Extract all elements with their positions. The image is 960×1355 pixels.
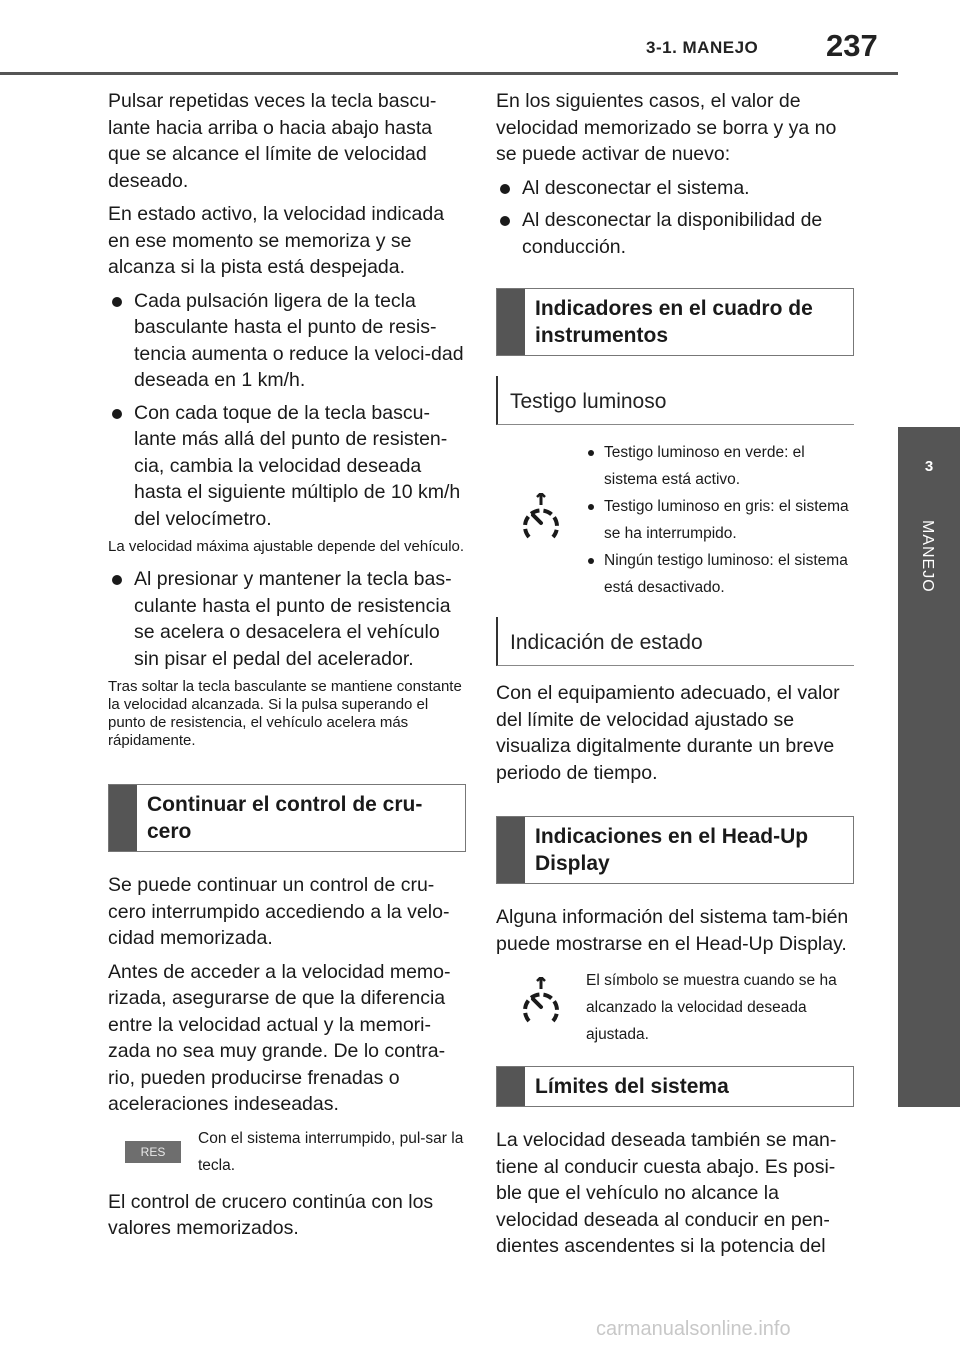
section-heading-box [496, 1066, 854, 1107]
speedometer-arrow-icon [519, 977, 563, 1027]
bullet-list [108, 288, 466, 533]
running-header-section: 3-1. MANEJO [646, 38, 759, 57]
section-heading: Continuar el control de cru-cero [147, 793, 423, 843]
heading-bar [497, 1067, 525, 1106]
header-divider [0, 72, 898, 75]
indicator-list [586, 439, 854, 601]
indicator-light-row [496, 439, 854, 601]
paragraph: Se puede continuar un control de cru-cero interrumpido accediendo a la velo-cidad memorizada. [108, 874, 450, 949]
list-item: Cada pulsación ligera de la tecla basculante hasta el punto de resis-tencia aumenta o reduce la veloci-dad deseada en 1 km/h. [108, 288, 466, 394]
paragraph: En estado activo, la velocidad indicada en ese momento se memoriza y se alcanza si la pista está despejada. [108, 203, 445, 278]
left-column [108, 88, 466, 1249]
section-heading: Indicaciones en el Head-Up Display [535, 825, 809, 875]
heading-bar [497, 289, 525, 355]
list-item: Testigo luminoso en gris: el sistema se ha interrumpido. [586, 493, 854, 547]
right-column [496, 88, 854, 1267]
chapter-tab-number: 3 [898, 427, 960, 507]
paragraph: Alguna información del sistema tam-bién puede mostrarse en el Head-Up Display. [496, 906, 849, 955]
subsection-heading: Testigo luminoso [496, 376, 854, 425]
watermark: carmanualsonline.info [596, 1318, 791, 1340]
paragraph: Con el equipamiento adecuado, el valor del límite de velocidad ajustado se visualiza digitalmente durante un breve periodo de tiempo. [496, 682, 840, 784]
hud-symbol-row [496, 967, 854, 1048]
list-item: Con cada toque de la tecla bascu-lante más allá del punto de resisten-cia, cambia la velocidad deseada hasta el siguiente múltiplo de 10 km/h del velocímetro. [108, 400, 466, 533]
paragraph: Pulsar repetidas veces la tecla bascu-lante hacia arriba o hacia abajo hasta que se alcance el límite de velocidad deseado. [108, 90, 437, 192]
note: La velocidad máxima ajustable depende del vehículo. [108, 538, 465, 555]
res-key-row [108, 1125, 466, 1179]
page-number: 237 [826, 28, 878, 63]
paragraph: El control de crucero continúa con los valores memorizados. [108, 1190, 434, 1239]
heading-bar [497, 817, 525, 883]
section-heading: Límites del sistema [535, 1075, 729, 1098]
list-item: Testigo luminoso en verde: el sistema está activo. [586, 439, 854, 493]
paragraph: La velocidad deseada también se man-tiene al conducir cuesta abajo. Es posi-ble que el vehículo no alcance la velocidad deseada al conducir en pen-dientes ascendentes si la potencia del [496, 1129, 837, 1257]
section-heading: Indicadores en el cuadro de instrumentos [535, 297, 813, 347]
list-item: Al desconectar la disponibilidad de conducción. [496, 207, 854, 260]
res-key-icon: RES [125, 1141, 181, 1163]
list-item: Al presionar y mantener la tecla bas-culante hasta el punto de resistencia se acelera o desacelera el vehículo sin pisar el pedal del acelerador. [108, 566, 466, 672]
list-item: Ningún testigo luminoso: el sistema está desactivado. [586, 547, 854, 601]
bullet-list [108, 566, 466, 672]
chapter-tab-label: MANEJO [919, 520, 936, 593]
section-heading-box [496, 288, 854, 356]
hud-symbol-description: El símbolo se muestra cuando se ha alcanzado la velocidad deseada ajustada. [586, 972, 837, 1043]
bullet-list [496, 175, 854, 261]
note: Tras soltar la tecla basculante se mantiene constante la velocidad alcanzada. Si la pulsa superando el punto de resistencia, el vehículo acelera más rápidamente. [108, 678, 462, 749]
res-key-description: Con el sistema interrumpido, pul-sar la tecla. [198, 1129, 464, 1174]
list-item: Al desconectar el sistema. [496, 175, 854, 202]
subsection-heading: Indicación de estado [496, 617, 854, 666]
section-heading-box [496, 816, 854, 884]
heading-bar [109, 785, 137, 851]
speedometer-arrow-icon [519, 493, 563, 543]
paragraph: Antes de acceder a la velocidad memo-rizada, asegurarse de que la diferencia entre la velocidad actual y la memori-zada no sea muy grande. De lo contra-rio, pueden producirse frenadas o aceleraciones indeseadas. [108, 960, 451, 1115]
paragraph: En los siguientes casos, el valor de velocidad memorizado se borra y ya no se puede activar de nuevo: [496, 90, 837, 165]
section-heading-box [108, 784, 466, 852]
chapter-tab [898, 507, 960, 1107]
